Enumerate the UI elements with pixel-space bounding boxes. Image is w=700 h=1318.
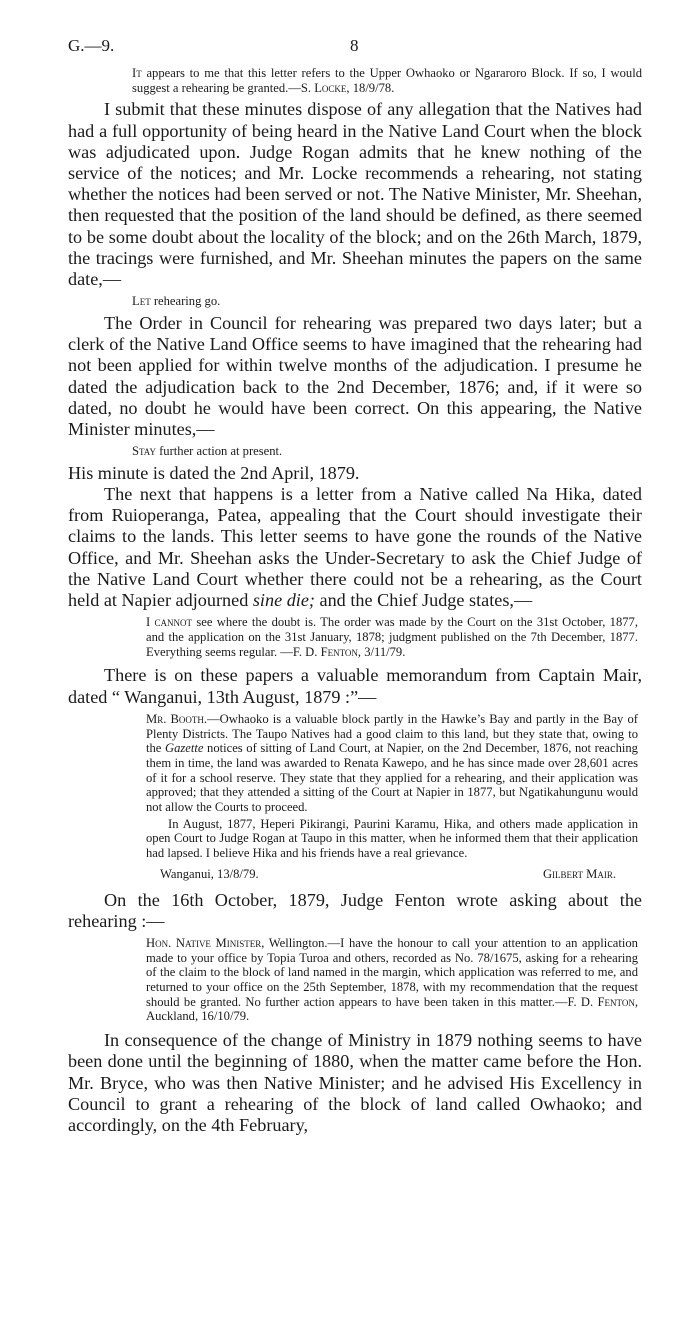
memo-place-date: Wanganui, 13/8/79. <box>160 866 259 881</box>
memo-signature-row <box>68 867 642 882</box>
page-number: 8 <box>350 36 359 55</box>
page-body <box>68 66 642 1136</box>
body-paragraph: On the 16th October, 1879, Judge Fenton wrote asking about the rehearing :— <box>68 889 642 931</box>
body-paragraph: The next that happens is a letter from a Native called Na Hika, dated from Ruioperanga, Patea, appealing that the Court should investigate their claims to the lands. This letter seems to have gone the rounds of the Native Office, and Mr. Sheehan asks the Under-Secretary to ask the Chief Judge of the Native Land Court whether there could not be a rehearing, as the Court held at Napier adjourned sine die; and the Chief Judge states,— <box>68 484 642 611</box>
minute-let-rehearing-go: Let rehearing go. <box>132 294 221 309</box>
memo-signature: Gilbert Mair. <box>542 866 616 881</box>
minute-stay-action: Stay further action at present. <box>132 444 283 459</box>
body-paragraph: His minute is dated the 2nd April, 1879. <box>68 462 360 483</box>
document-reference: G.—9. <box>68 36 115 55</box>
body-paragraph: There is on these papers a valuable memorandum from Captain Mair, dated “ Wanganui, 13th August, 1879 :”— <box>68 665 642 707</box>
page-header <box>68 36 640 60</box>
quoted-minute-fenton: I cannot see where the doubt is. The order was made by the Court on the 31st October, 1877, and the application on the 31st January, 1878; judgment published on the 7th December, 1877. Everything seems regular. —F. D. Fenton, 3/11/79. <box>146 615 639 659</box>
quoted-letter-fenton: Hon. Native Minister, Wellington.—I have the honour to call your attention to an application made to your office by Topia Turoa and others, recorded as No. 78/1675, asking for a rehearing of the claim to the block of land named in the margin, which application was referred to me, and returned to your office on the 25th September, 1878, with my recommendation that the request should be granted. No further action appears to have been taken in this matter.—F. D. Fenton, Auckland, 16/10/79. <box>146 935 638 1024</box>
body-paragraph: I submit that these minutes dispose of any allegation that the Natives had had a full opportunity of being heard in the Native Land Court when the block was adjudicated upon. Judge Rogan admits that he knew nothing of the service of the notices; and Mr. Locke recommends a rehearing, not stating whether the notices had been served or not. The Native Minister, Mr. Sheehan, then requested that the position of the land should be defined, as there seemed to be some doubt about the locality of the block; and on the 26th March, 1879, the tracings were furnished, and Mr. Sheehan minutes the papers on the same date,— <box>68 99 642 290</box>
body-paragraph: In consequence of the change of Ministry in 1879 nothing seems to have been done until the beginning of 1880, when the matter came before the Hon. Mr. Bryce, who was then Native Minister; and he advised His Excellency in Council to grant a rehearing of the block of land called Owhaoko; and accordingly, on the 4th February, <box>68 1030 642 1135</box>
body-paragraph: The Order in Council for rehearing was prepared two days later; but a clerk of the Native Land Office seems to have imagined that the rehearing had not been applied for within twelve months of the adjudication. I presume he dated the adjudication back to the 2nd December, 1876; and, if it were so dated, no doubt he would have been correct. On this appearing, the Native Minister minutes,— <box>68 312 642 439</box>
quoted-minute-locke: It appears to me that this letter refers to the Upper Owhaoko or Ngararoro Block. If so, I would suggest a rehearing be granted.—S. Locke, 18/9/78. <box>132 66 642 95</box>
quoted-memo-mair: Mr. Booth.—Owhaoko is a valuable block partly in the Hawke’s Bay and partly in the Bay of Plenty Districts. The Taupo Natives had a good claim to this land, but they state that, owing to the Gazette notices of sitting of Land Court, at Napier, on the 2nd December, 1876, not reaching them in time, the land was awarded to Renata Kawepo, and he has since made over 28,601 acres of it for a school reserve. They state that they applied for a rehearing, and their application was approved; that they attended a sitting of the Court at Napier in 1877, but Ngatikahungunu would not allow the Courts to proceed. <box>146 711 639 815</box>
quoted-memo-mair-continued: In August, 1877, Heperi Pikirangi, Paurini Karamu, Hika, and others made application in open Court to Judge Rogan at Taupo in this matter, when he informed them that their application had lapsed. I believe Hika and his friends have a real grievance. <box>146 816 638 861</box>
